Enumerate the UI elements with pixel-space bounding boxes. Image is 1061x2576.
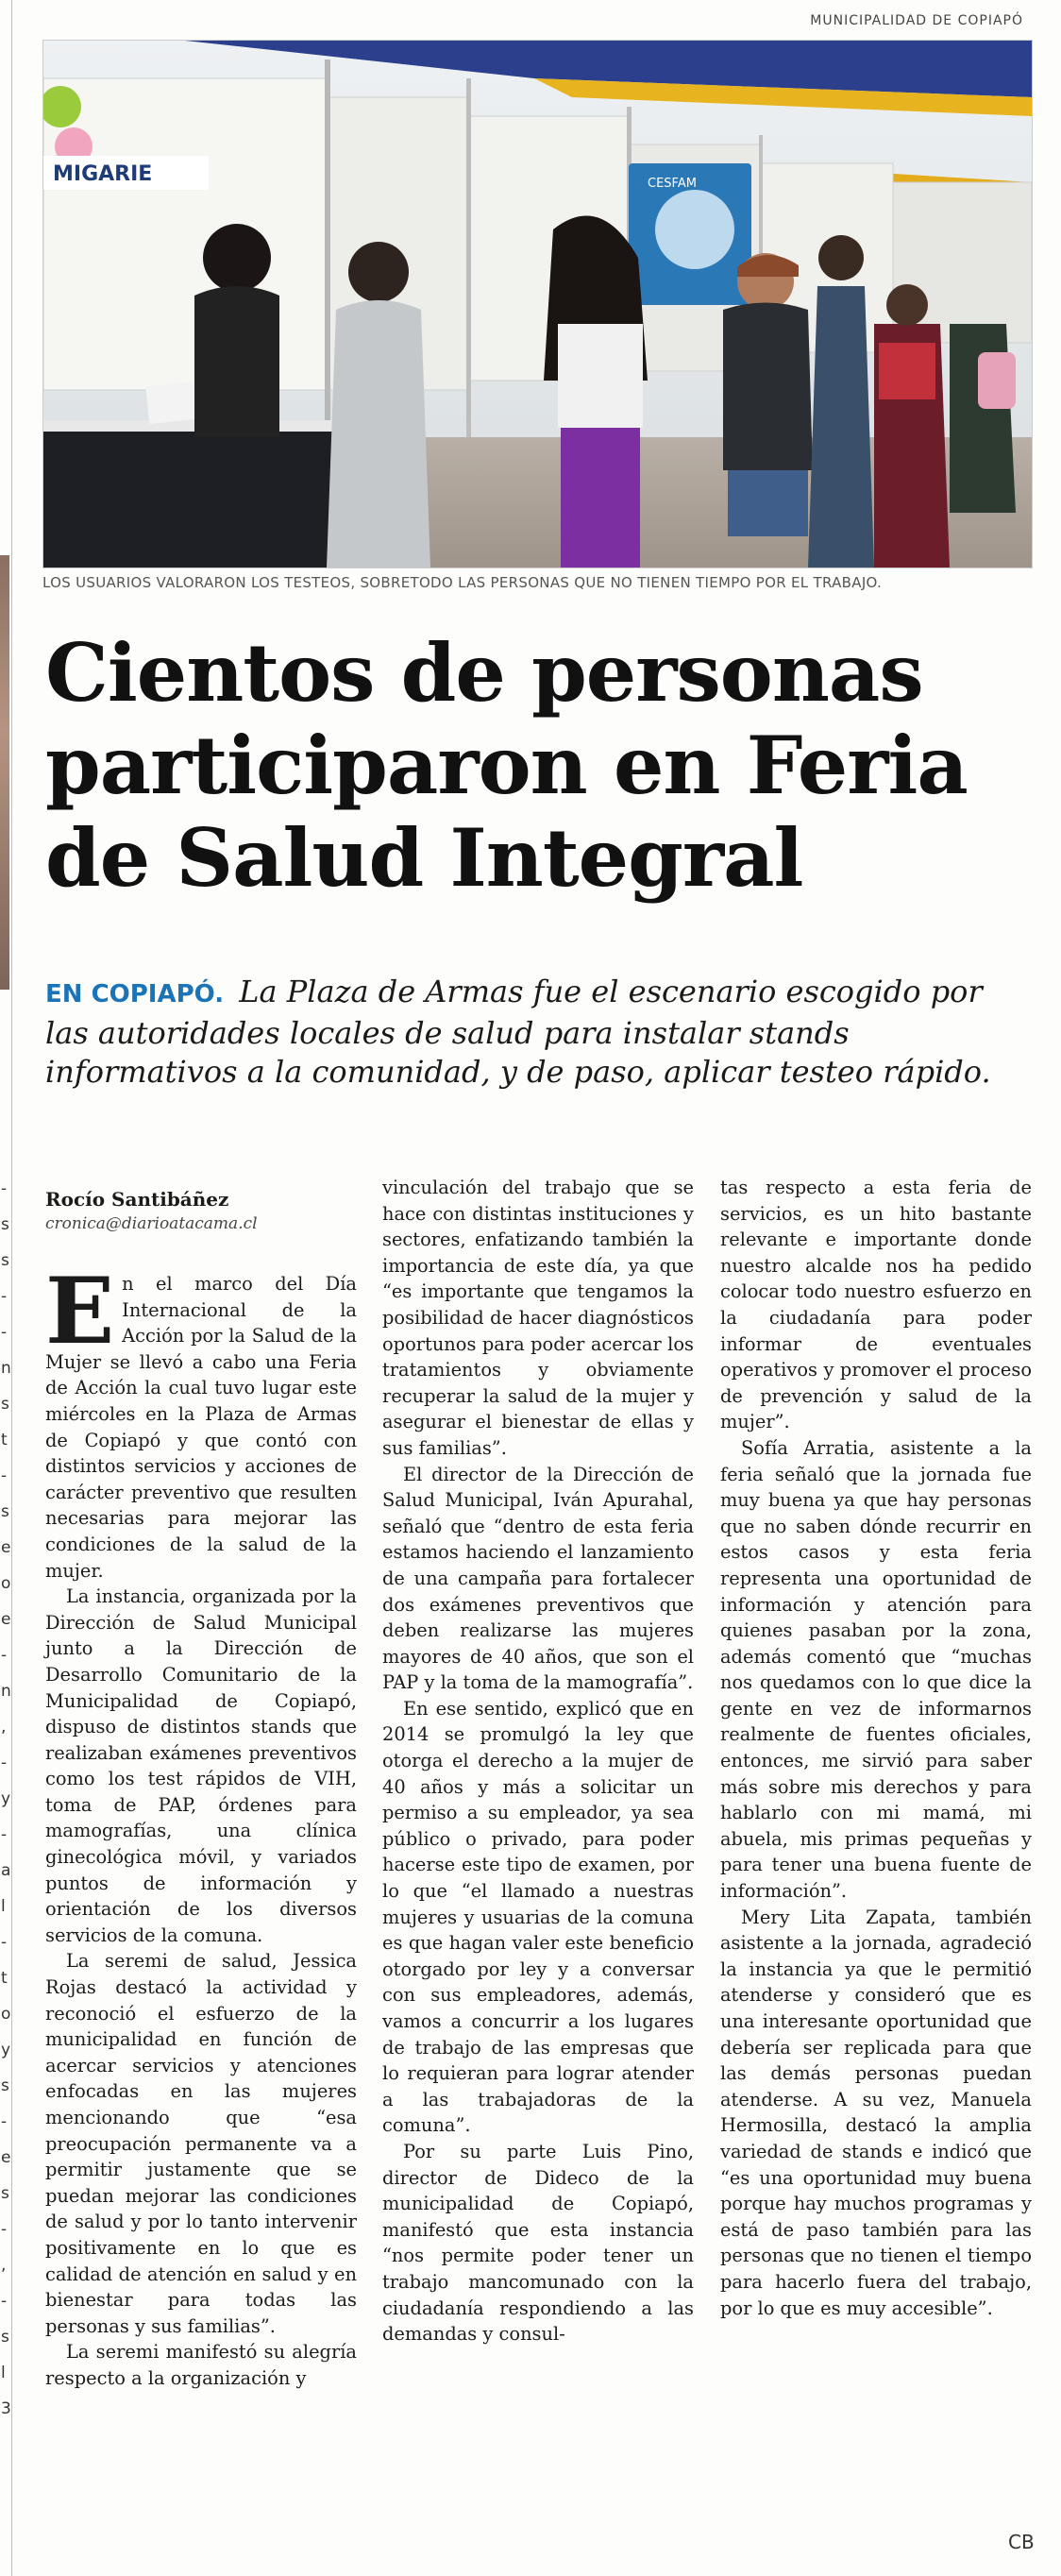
section-label: MUNICIPALIDAD DE COPIAPÓ xyxy=(810,13,1023,28)
lede-kicker: EN COPIAPÓ. xyxy=(45,980,225,1008)
edge-mark: y xyxy=(1,2041,11,2059)
edge-mark: s xyxy=(1,1215,9,1234)
article-paragraph: tas respecto a esta feria de servicios, es un hito bastante relevante e importante donde nuestro alcalde nos ha pedido colocar todo nuestro esfuerzo en la ciudadanía para poder informar de eventuales operativos y promover el proceso de prevención y salud de la mujer”. xyxy=(720,1177,1032,1433)
article-paragraph: La seremi de salud, Jessica Rojas destacó la actividad y reconoció el esfuerzo de la municipalidad en función de acercar servicios y atenciones enfocadas en las mujeres mencionando que “esa preocupación permanente va a permitir justamente que se puedan mejorar las condiciones de salud y por lo tanto intervenir positivamente en lo que es calidad de atención en salud y en bienestar para todas las personas y sus familias”. xyxy=(45,1950,357,2337)
edge-mark: - xyxy=(1,1179,8,1198)
edge-mark: s xyxy=(1,2328,9,2347)
page-edge-divider xyxy=(11,0,12,2576)
article-column-3 xyxy=(720,1175,1032,2321)
edge-mark: o xyxy=(1,2005,11,2024)
edge-mark: e xyxy=(1,1538,11,1557)
author-name: Rocío Santibáñez xyxy=(45,1188,229,1211)
photo-caption: LOS USUARIOS VALORARON LOS TESTEOS, SOBRETODO LAS PERSONAS QUE NO TIENEN TIEMPO POR EL TRABAJO. xyxy=(42,574,883,591)
author-email: cronica@diarioatacama.cl xyxy=(45,1214,258,1233)
article-headline: Cientos de personas participaron en Feria de Salud Integral xyxy=(45,626,968,905)
edge-mark: o xyxy=(1,1574,11,1593)
article-paragraph: La instancia, organizada por la Dirección de Salud Municipal junto a la Dirección de Desarrollo Comunitario de la Municipalidad de Copiapó, dispuso de distintos stands que realizaban exámenes preventivos como los test rápidos de VIH, toma de PAP, órdenes para mamografías, una clínica ginecológica móvil, y variados puntos de información y orientación de los diversos servicios de la comuna. xyxy=(45,1585,357,1946)
article-paragraph: Mery Lita Zapata, también asistente a la jornada, agradeció la instancia ya que le permitió atenderse y consideró que es una interesante oportunidad que debería ser replicada para que las demás personas puedan atenderse. A su vez, Manuela Hermosilla, destacó la amplia variedad de stands e indicó que “es una oportunidad muy buena porque hay muchos programas y está de paso también para las personas que no tienen el tiempo para hacerlo fuera del trabajo, por lo que es muy accesible”. xyxy=(720,1906,1032,2319)
article-paragraph: La seremi manifestó su alegría respecto a la organización y xyxy=(45,2341,357,2389)
paragraph-text: n el marco del Día Internacional de la Acción por la Salud de la Mujer se llevó a cabo una Feria de Acción la cual tuvo lugar este miércoles en la Plaza de Armas de Copiapó y que contó con distintos servicios y acciones de carácter preventivo que resulten necesarias para mejorar las condiciones de la salud de la mujer. xyxy=(45,1273,357,1582)
edge-mark: l xyxy=(1,2364,6,2382)
edge-mark: - xyxy=(1,1466,8,1485)
lede-text: La Plaza de Armas fue el escenario escogido por las autoridades locales de salud para instalar stands informativos a la comunidad, y de paso, aplicar testeo rápido. xyxy=(45,974,991,1090)
edge-mark: - xyxy=(1,1754,8,1772)
edge-mark: a xyxy=(1,1861,11,1880)
byline xyxy=(45,1188,357,1233)
edge-mark: , xyxy=(1,1718,7,1737)
edge-mark: , xyxy=(1,2256,7,2275)
edge-mark: s xyxy=(1,1502,9,1521)
banner-logo-text: MIGARIE xyxy=(53,162,153,186)
article-paragraph: Sofía Arratia, asistente a la feria señaló que la jornada fue muy buena ya que hay personas que no saben dónde recurrir en estos casos y esta feria representa una oportunidad de información y atención para quienes pasaban por la zona, además comentó que “muchas nos quedamos con lo que dice la gente en vez de informarnos realmente de fuentes oficiales, entonces, me sirvió para saber más sobre mis derechos y para hablarlo con mi mamá, mi abuela, mis primas pequeñas y para tener una buena fuente de información”. xyxy=(720,1436,1032,1903)
edge-mark: - xyxy=(1,1287,8,1306)
end-of-article-mark: CB xyxy=(1008,2531,1035,2553)
adjacent-text-fragment xyxy=(1,1171,10,2427)
edge-mark: n xyxy=(1,1682,11,1701)
edge-mark: - xyxy=(1,2292,8,2311)
edge-mark: s xyxy=(1,2076,9,2095)
article-lede xyxy=(45,973,1027,1092)
article-paragraph: vinculación del trabajo que se hace con distintas instituciones y sectores, enfatizando también la importancia de este día, ya que “es importante que tengamos la posibilidad de hacer diagnósticos oportunos para poder acercar los tratamientos y obviamente recuperar la salud de la mujer y asegurar el bienestar de ellas y sus familias”. xyxy=(382,1177,694,1459)
edge-mark: e xyxy=(1,1610,11,1629)
adjacent-page-edge xyxy=(0,0,11,2576)
edge-mark: - xyxy=(1,1323,8,1342)
edge-mark: n xyxy=(1,1359,11,1378)
edge-mark: 3 xyxy=(1,2399,11,2418)
edge-mark: t xyxy=(1,1431,8,1449)
edge-mark: - xyxy=(1,1933,8,1952)
edge-mark: - xyxy=(1,2220,8,2239)
article-column-1 xyxy=(45,1258,357,2392)
edge-mark: - xyxy=(1,1825,8,1844)
article-paragraph: El director de la Dirección de Salud Municipal, Iván Apurahal, señaló que “dentro de esta feria estamos haciendo el lanzamiento de una campaña para fortalecer dos exámenes preventivos que deben realizarse las mujeres mayores de 40 años, que son el PAP y la toma de la mamografía”. xyxy=(382,1463,694,1694)
article-paragraph xyxy=(45,1258,357,1584)
article-paragraph: Por su parte Luis Pino, director de Dideco de la municipalidad de Copiapó, manifestó que esta instancia “nos permite poder tener un trabajo mancomunado con la ciudadanía respondiendo a las demandas y consul- xyxy=(382,2140,694,2346)
article-column-2 xyxy=(382,1175,694,2347)
edge-mark: e xyxy=(1,2148,11,2167)
edge-mark: y xyxy=(1,1789,11,1808)
edge-mark: l xyxy=(1,1897,6,1916)
edge-mark: s xyxy=(1,1251,9,1270)
edge-mark: s xyxy=(1,1395,9,1414)
drop-cap: E xyxy=(45,1258,115,1364)
stand-logo-text: CESFAM xyxy=(648,177,697,191)
edge-mark: s xyxy=(1,2184,9,2203)
edge-mark: - xyxy=(1,1646,8,1665)
edge-mark: - xyxy=(1,2112,8,2131)
adjacent-photo-fragment xyxy=(0,555,9,990)
article-paragraph: En ese sentido, explicó que en 2014 se promulgó la ley que otorga el derecho a la mujer de 40 años y más a solicitar un permiso a su empleador, ya sea público o privado, para poder hacerse este tipo de examen, por lo que “el llamado a nuestras mujeres y usuarias de la comuna es que hagan valer este beneficio otorgado por ley y a conversar con sus empleadores, además, vamos a concurrir a los lugares de trabajo de las empresas que lo requieran para lograr atender a las trabajadoras de la comuna”. xyxy=(382,1697,694,2137)
article-photo xyxy=(42,40,1033,568)
edge-mark: t xyxy=(1,1969,8,1988)
